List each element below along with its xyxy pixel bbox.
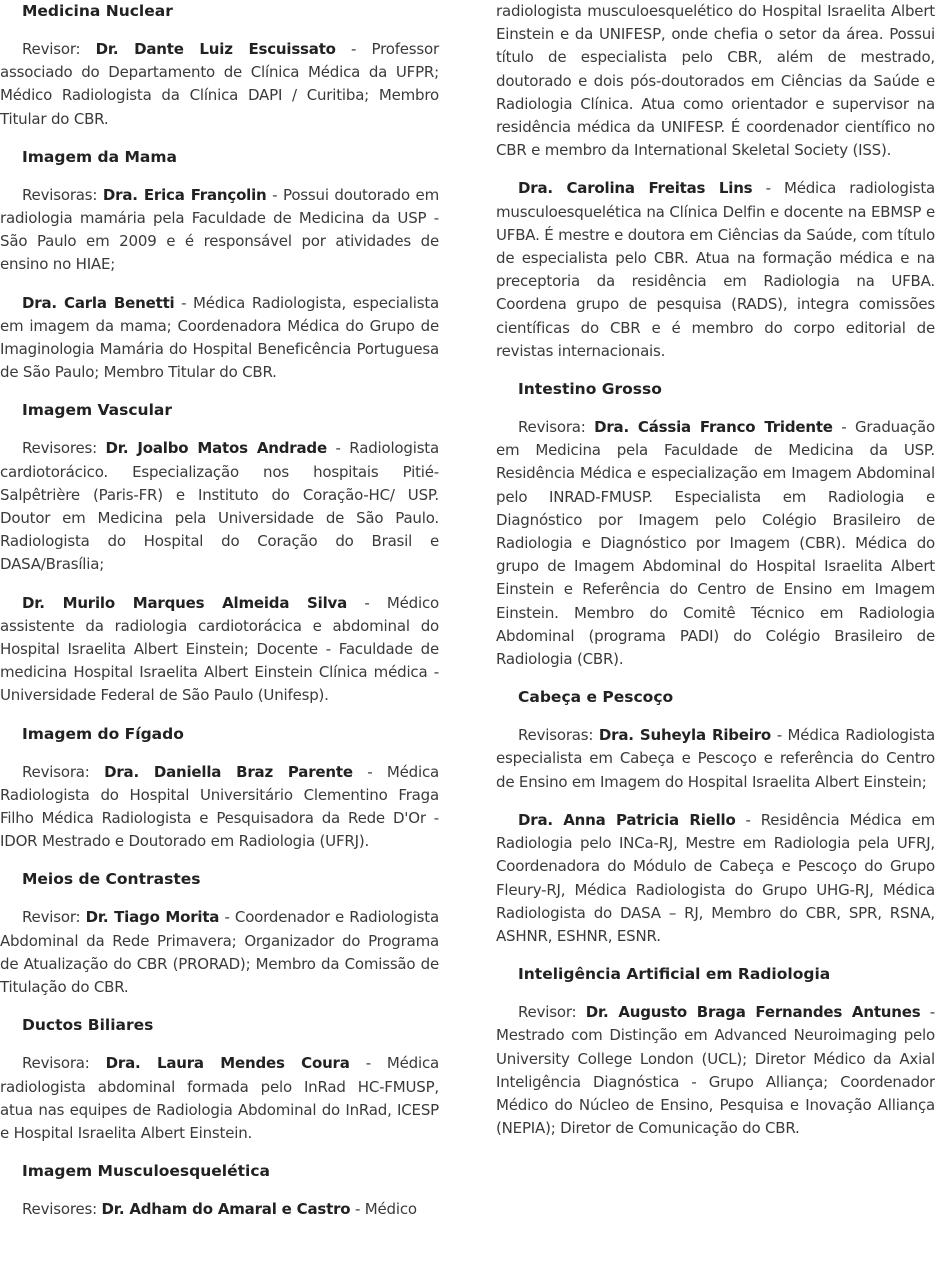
reviewer-description: - Médica Radiologista, especialista em imagem da mama; Coordenadora Médica do Grupo de Imaginologia Mamária do Hospital Beneficência Portuguesa de São Paulo; Membro Titular do CBR.	[0, 293, 439, 382]
reviewer-paragraph	[0, 184, 439, 277]
reviewer-description: - Mestrado com Distinção em Advanced Neuroimaging pelo University College London (UCL); Diretor Médico da Axial Inteligência Diagnóstica - Grupo Alliança; Coordenador Médico do Núcleo de Ensino, Pesquisa e Inovação Alliança (NEPIA); Diretor de Comunicação do CBR.	[496, 1003, 935, 1138]
reviewer-description: - Médica radiologista musculoesquelética na Clínica Delfin e docente na EBMSP e UFBA. É mestre e doutora em Ciências da Saúde, com título de especialista pelo CBR. Atua na formação médica e na preceptoria da residência em Radiologia na UFBA. Coordena grupo de pesquisa (RADS), integra comissões científicas do CBR e é membro do corpo editorial de revistas internacionais.	[496, 179, 935, 360]
reviewer-description: - Professor associado do Departamento de Clínica Médica da UFPR; Médico Radiologista da Clínica DAPI / Curitiba; Membro Titular do CBR.	[0, 40, 439, 128]
reviewer-paragraph	[0, 292, 439, 385]
reviewer-paragraph	[0, 592, 439, 708]
reviewer-description: - Médico	[350, 1200, 417, 1219]
section-heading: Ductos Biliares	[22, 1016, 154, 1035]
left-column	[0, 0, 439, 1236]
reviewer-paragraph	[496, 1001, 935, 1140]
reviewer-description: - Radiologista cardiotorácico. Especialização nos hospitais Pitié-Salpêtrière (Paris-FR) e Instituto do Coração-HC/ USP. Doutor em Medicina pela Universidade de São Paulo. Radiologista do Hospital do Coração do Brasil e DASA/Brasília;	[0, 439, 439, 574]
reviewer-role: Revisora:	[22, 762, 105, 781]
reviewer-paragraph	[0, 437, 439, 576]
reviewer-role: Revisoras:	[22, 185, 103, 204]
reviewer-name: Dra. Laura Mendes Coura	[105, 1054, 350, 1073]
reviewer-description: radiologista musculoesquelético do Hospital Israelita Albert Einstein e da UNIFESP, onde chefia o setor da área. Possui título de especialista pelo CBR, além de mestrado, doutorado e dois pós-doutorados em Ciências da Saúde e Radiologia Clínica. Atua como orientador e supervisor na residência médica da UNIFESP. É coordenador científico no CBR e membro da International Skeletal Society (ISS).	[496, 2, 935, 160]
section-heading: Imagem do Fígado	[22, 724, 184, 743]
reviewer-paragraph	[496, 177, 935, 363]
reviewer-name: Dra. Cássia Franco Tridente	[594, 418, 833, 437]
reviewer-role: Revisoras:	[518, 726, 599, 745]
reviewer-role: Revisores:	[22, 1200, 102, 1219]
reviewer-paragraph	[0, 906, 439, 999]
reviewer-name: Dr. Dante Luiz Escuissato	[95, 40, 336, 58]
section-heading: Imagem Vascular	[22, 401, 173, 420]
reviewer-paragraph	[0, 1052, 439, 1145]
reviewer-paragraph	[0, 38, 439, 131]
reviewer-paragraph	[496, 416, 935, 671]
reviewer-name: Dra. Suheyla Ribeiro	[598, 726, 772, 745]
section-heading: Intestino Grosso	[518, 380, 662, 399]
reviewer-paragraph	[0, 761, 439, 854]
reviewer-description: - Médica Radiologista especialista em Cabeça e Pescoço e referência do Centro de Ensino em Imagem do Hospital Israelita Albert Einstein;	[496, 726, 935, 791]
reviewer-name: Dra. Daniella Braz Parente	[104, 762, 353, 781]
reviewer-name: Dr. Tiago Morita	[85, 908, 220, 927]
reviewer-paragraph	[496, 0, 935, 162]
reviewer-name: Dra. Anna Patricia Riello	[518, 810, 736, 829]
section-heading: Cabeça e Pescoço	[518, 688, 674, 707]
reviewer-paragraph	[496, 724, 935, 794]
section-heading: Inteligência Artificial em Radiologia	[518, 965, 831, 984]
reviewer-paragraph	[496, 809, 935, 948]
reviewer-name: Dra. Carolina Freitas Lins	[518, 179, 753, 198]
reviewer-name: Dra. Carla Benetti	[22, 293, 175, 312]
reviewer-description: - Residência Médica em Radiologia pelo INCa-RJ, Mestre em Radiologia pela UFRJ, Coordenadora do Módulo de Cabeça e Pescoço do Grupo Fleury-RJ, Médica Radiologista do Grupo UHG-RJ, Médica Radiologista do DASA – RJ, Membro do CBR, SPR, RSNA, ASHNR, ESHNR, ESNR.	[496, 810, 935, 945]
right-column	[496, 0, 935, 1155]
section-heading: Imagem Musculoesquelética	[22, 1162, 270, 1181]
reviewer-name: Dr. Adham do Amaral e Castro	[101, 1200, 351, 1219]
reviewer-name: Dra. Erica Françolin	[102, 185, 267, 204]
reviewer-description: - Médica Radiologista do Hospital Universitário Clementino Fraga Filho Médica Radiologista e Pesquisadora da Rede D'Or - IDOR Mestrado e Doutorado em Radiologia (UFRJ).	[0, 762, 439, 851]
reviewer-description: - Possui doutorado em radiologia mamária pela Faculdade de Medicina da USP - São Paulo em 2009 e é responsável por atividades de ensino no HIAE;	[0, 185, 440, 274]
reviewer-role: Revisora:	[518, 418, 595, 437]
reviewer-role: Revisor:	[518, 1003, 586, 1022]
reviewer-role: Revisor:	[22, 40, 96, 58]
reviewer-role: Revisores:	[22, 439, 106, 458]
section-heading: Imagem da Mama	[22, 147, 177, 166]
reviewer-description: - Graduação em Medicina pela Faculdade de Medicina da USP. Residência Médica e especialização em Imagem Abdominal pelo INRAD-FMUSP. Especialista em Radiologia e Diagnóstico por Imagem pelo Colégio Brasileiro de Radiologia e Diagnóstico por Imagem (CBR). Médica do grupo de Imagem Abdominal do Hospital Israelita Albert Einstein e Referência do Centro de Ensino em Imagem Einstein. Membro do Comitê Técnico em Radiologia Abdominal (programa PADI) do Colégio Brasileiro de Radiologia (CBR).	[496, 418, 935, 669]
reviewer-description: - Médico assistente da radiologia cardiotorácica e abdominal do Hospital Israelita Albert Einstein; Docente - Faculdade de medicina Hospital Israelita Albert Einstein Clínica médica - Universidade Federal de São Paulo (Unifesp).	[0, 593, 440, 705]
reviewer-name: Dr. Joalbo Matos Andrade	[105, 439, 327, 458]
reviewer-role: Revisor:	[22, 908, 86, 927]
reviewer-name: Dr. Augusto Braga Fernandes Antunes	[585, 1003, 921, 1022]
section-heading: Medicina Nuclear	[22, 2, 173, 20]
reviewer-description: - Coordenador e Radiologista Abdominal da Rede Primavera; Organizador do Programa de Atualização do CBR (PRORAD); Membro da Comissão de Titulação do CBR.	[0, 908, 439, 997]
reviewer-name: Dr. Murilo Marques Almeida Silva	[22, 593, 348, 612]
section-heading: Meios de Contrastes	[22, 870, 201, 889]
reviewer-description: - Médica radiologista abdominal formada pelo InRad HC-FMUSP, atua nas equipes de Radiologia Abdominal do InRad, ICESP e Hospital Israelita Albert Einstein.	[0, 1054, 439, 1142]
reviewer-role: Revisora:	[22, 1054, 106, 1073]
reviewer-paragraph	[0, 1198, 439, 1221]
